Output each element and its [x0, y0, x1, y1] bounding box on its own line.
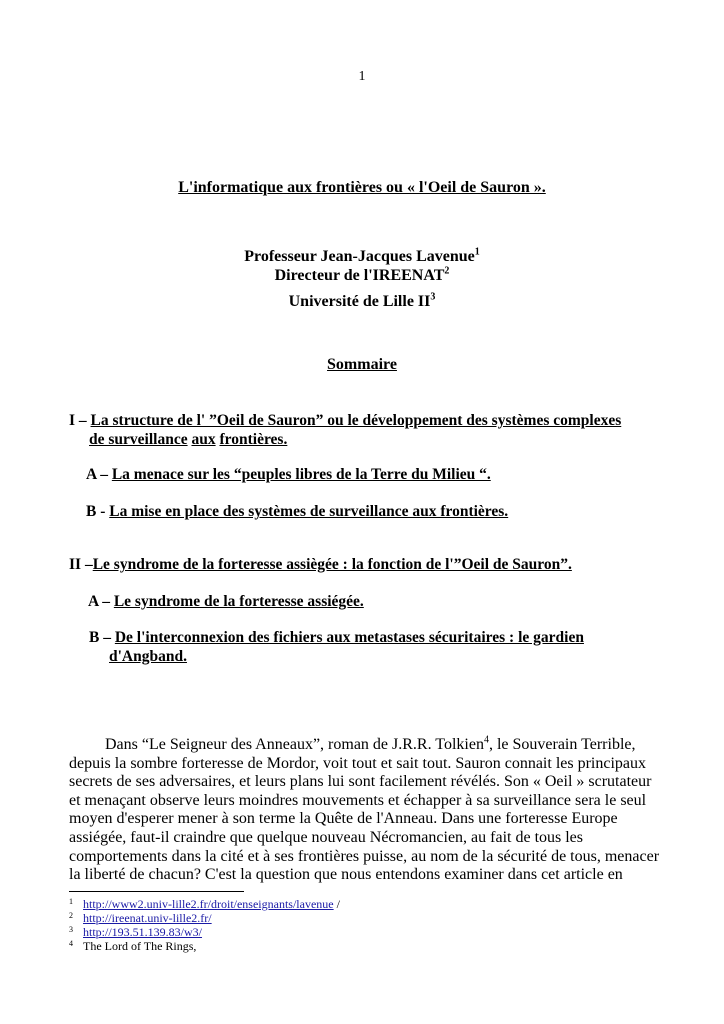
- body-line-1a: Dans “Le Seigneur des Anneaux”, roman de J.R.R. Tolkien: [105, 736, 484, 753]
- footnote-link[interactable]: http://www2.univ-lille2.fr/droit/enseignants/lavenue: [83, 897, 334, 911]
- footnote-ref-1[interactable]: 1: [474, 246, 480, 258]
- footnote-number: 3: [69, 925, 73, 934]
- page-number: 1: [358, 69, 366, 84]
- toc-section-1a-label: A –: [86, 466, 108, 483]
- footnote-3: [69, 925, 202, 940]
- author-university-text: Université de Lille II: [288, 293, 431, 310]
- footnote-link[interactable]: http://ireenat.univ-lille2.fr/: [83, 911, 212, 925]
- toc-section-2b: [89, 629, 584, 647]
- body-line: secrets de ses adversaires, et leurs plans lui sont facilement révélés. Son « Oeil » scrutateur: [69, 773, 652, 791]
- footnote-link[interactable]: http://193.51.139.83/w3/: [83, 925, 203, 939]
- toc-section-1b: [86, 503, 508, 521]
- toc-part-1-number: I –: [69, 412, 87, 429]
- author-role-text: Directeur de l'IREENAT: [274, 267, 445, 284]
- footnote-number: 4: [69, 939, 73, 948]
- footnote-1: [69, 897, 340, 912]
- toc-section-2b-label: B –: [89, 629, 111, 646]
- body-line: la liberté de chacun? C'est la question que nous entendons examiner dans cet article en: [69, 866, 623, 884]
- toc-section-2b-title-line2: d'Angband.: [109, 648, 187, 665]
- toc-section-2a-title: Le syndrome de la forteresse assiégée.: [113, 593, 364, 610]
- body-line: et menaçant observe leurs moindres mouvements et échapper à sa surveillance sera le seul: [69, 791, 647, 809]
- body-line: comportements dans la cité et à ses frontières puisse, au nom de la sécurité de tous, menacer: [69, 847, 660, 865]
- toc-section-2b-line2: [109, 648, 187, 666]
- toc-section-1b-label: B -: [86, 503, 106, 520]
- body-line: moyen d'esperer mener à son terme la Quête de l'Anneau. Dans une forteresse Europe: [69, 810, 618, 828]
- body-line-1b: , le Souverain Terrible,: [488, 736, 636, 753]
- toc-part-1-title-line2b: aux: [191, 431, 216, 448]
- footnote-2: [69, 911, 212, 926]
- footnote-ref-3[interactable]: 3: [430, 291, 436, 303]
- toc-section-1b-title: La mise en place des systèmes de surveillance aux frontières.: [109, 503, 509, 520]
- toc-part-1: [69, 412, 621, 430]
- footnote-text: The Lord of The Rings,: [83, 939, 197, 953]
- toc-section-2a-label: A –: [88, 593, 110, 610]
- toc-part-1-title-line2c: frontières.: [219, 431, 288, 448]
- footnote-4: [69, 939, 196, 954]
- author-name: [0, 248, 724, 266]
- body-line: assiégée, faut-il craindre que quelque nouveau Nécromancien, au fait de tous les: [69, 828, 584, 846]
- toc-part-1-title-line1: La structure de l' ”Oeil de Sauron” ou le développement des systèmes complexes: [90, 412, 622, 429]
- toc-part-2: [69, 556, 572, 574]
- toc-part-2-title: Le syndrome de la forteresse assiègée : la fonction de l'”Oeil de Sauron”.: [92, 556, 572, 573]
- footnote-number: 2: [69, 911, 73, 920]
- footnote-ref-4[interactable]: 4: [483, 734, 489, 746]
- author-university: [0, 293, 724, 311]
- body-line: depuis la sombre forteresse de Mordor, voit tout et sait tout. Sauron connait les principaux: [69, 754, 647, 772]
- footnote-ref-2[interactable]: 2: [444, 265, 450, 277]
- toc-section-2a: [88, 593, 364, 611]
- body-line: [69, 736, 659, 755]
- toc-part-1-title-line2a: de surveillance: [89, 431, 188, 448]
- toc-section-1a: [86, 466, 491, 484]
- toc-part-1-line2: [89, 431, 287, 449]
- summary-heading: Sommaire: [327, 356, 397, 373]
- footnote-number: 1: [69, 897, 73, 906]
- author-role: [0, 267, 724, 285]
- footnote-suffix: /: [333, 897, 340, 911]
- toc-section-2b-title-line1: De l'interconnexion des fichiers aux metastases sécuritaires : le gardien: [114, 629, 584, 646]
- footnote-separator: [69, 891, 244, 892]
- author-name-text: Professeur Jean-Jacques Lavenue: [244, 248, 475, 265]
- body-paragraph: [69, 736, 659, 885]
- toc-part-2-number: II –: [69, 556, 93, 573]
- document-title: L'informatique aux frontières ou « l'Oeil de Sauron ».: [178, 179, 546, 196]
- toc-section-1a-title: La menace sur les “peuples libres de la Terre du Milieu “.: [111, 466, 491, 483]
